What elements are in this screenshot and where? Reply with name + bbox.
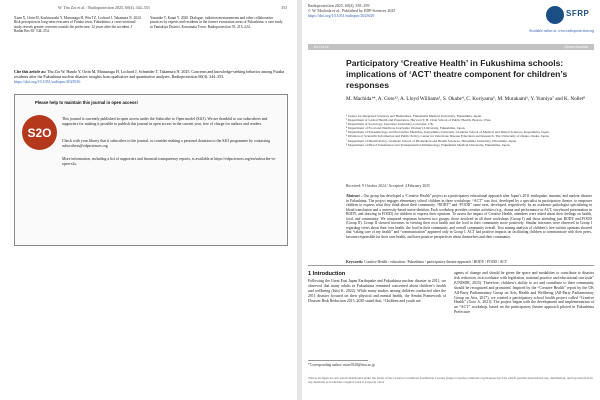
sfrp-logo-icon [546, 6, 564, 24]
section-divider [308, 265, 594, 266]
sfrp-logo [546, 6, 592, 26]
license-notice: This is an Open Access article distributed under the terms of the Creative Commons Attribution License (https://creativecommons.org/licenses/by/4.0), which permits unrestricted use, distribution, and reproduction in any medium, provided the original work is properly cited. [308, 376, 593, 384]
affiliation-item: ⁵ Department of Epidemiology and Preventive Medicine, Kagoshima University Graduate School of Medical and Dental Sciences, Kagoshima, Japan. [346, 130, 550, 135]
footnote-divider [308, 360, 368, 361]
abstract-label: Abstract – [346, 194, 363, 198]
keywords [346, 260, 592, 265]
affiliation-item: ⁸ Department of Blood Transfusion and Transplantation Immunology, Fukushima Medical University, Fukushima, Japan. [346, 142, 511, 147]
cite-label: Cite this article as: [14, 69, 47, 74]
journal-line: © W. Machida et al., Published by EDP Sciences 2025 [308, 8, 396, 13]
reference-item: Yasutake T, Kanai Y. 2020. Dialogue, radiation measurements and other collaborative practices by experts and residents in the former evacuation areas of Fukushima: a case study in Yamakiya District, Kawamata Town. Radioprotection 55: 215–224. [150, 16, 283, 29]
cite-body: Thu Zar W, Hando Y, Ortin M, Matsunaga H, Lochard J, Schneider T, Takamura N. 2025. Concerns and knowledge-seeking behavior among Futaba residents after the Fukushima nuclear disaster: insights from qualitative and quantitative analyses. Radioprotection 60(4): 344–353. [14, 69, 285, 79]
cite-this-article [14, 69, 286, 84]
journal-header [308, 3, 395, 18]
intro-column-left: Following the Great East Japan Earthquake and Fukushima nuclear disaster in 2011, we observed that many adults in Fukushima remained concerned about children’s health and wellbeing (Ishii K, 2022). While many studies among children conducted after the 2011 disaster focused on their physical and mental health, the Sendai Framework of Disaster Risk Reduction 2015–2030 stated that, “Children and youth are [308, 279, 446, 303]
cite-doi-link[interactable]: https://doi.org/10.1051/radiopro/2025016 [14, 79, 81, 84]
right-page [302, 0, 600, 400]
affiliation-item: ⁶ Division of Scientific Information and Public Policy, Center for Infectious Disease Education and Research, The University of Osaka, Osaka, Japan. [346, 134, 550, 139]
reference-item: Xuan X, Ortin M, Kashiwazaki Y, Matsunaga H, Win TZ, Lochard J, Takamura N. 2024. Risk perception in long-term evacuees of Futaba town, Fukushima: a cross-sectional study reveals greater concerns outside the prefecture, 12 years after the accident. J Radiat Res 65: 544–554. [14, 16, 142, 34]
abstract [346, 194, 592, 239]
article-title: Participatory ‘Creative Health’ in Fukushima schools: implications of ‘ACT’ theatre component for children’s responses [346, 58, 568, 90]
sfrp-logo-text: SFRP [566, 9, 590, 18]
promo-paragraph: This journal is currently published in open access under the Subscribe to Open model (S2O). We are thankful to our subscribers and supporters for making it possible to publish this journal in open access in the current year, free of charge for authors and readers. [62, 117, 268, 126]
keywords-text: Creative Health / education / Fukushima / participatory theatre approach / BODY / FOOD / ACT [364, 260, 508, 264]
article-type-bar [308, 44, 594, 50]
abstract-text: Our group has developed a “Creative Health” project as a participatory educational approach after Japan’s 2011 earthquake, tsunami, and nuclear disaster in Fukushima. The project engages elementary school children in three workshops: “ACT” was first, developed by a specialist in participatory theatre, to empower children to express what they think about their community. “BODY” and “FOOD” came next, developed, respectively, by an academic pathologist specializing in blood transfusion and a university-based nurse-dietitian. Each workshop provides creative activities (e.g., drama and performance in ACT, storyboard presentation in BODY, and drawing in FOOD) for children to express their opinions. To assess the impact of Creative Health, attendees were asked about their feelings on health, food, and community. We compared responses between two groups: those involved in all three workshops (Group I) and those attending just BODY and FOOD (Group II). Group II showed increases in viewing their own health and the food in their community more positively. Similar increases were observed in Group I regarding views about their own health, the food in their community, and overall community overall. Text mining analysis of children’s free written opinions showed that “taking care of my health” and “communication” appeared only in Group I. ACT had positive impacts on facilitating children to communicate with their peers, become responsible for their own health, and have positive perspectives about themselves and their community. [346, 194, 592, 239]
received-accepted-dates: Received: 9 October 2024 / Accepted: 4 February 2025 [346, 184, 430, 188]
affiliation-item: ⁷ Department of Health Policy, Graduate School of Biomedical and Health Sciences, Hiroshima University, Hiroshima, Japan. [346, 138, 517, 143]
corresponding-author-footnote: *Corresponding author: muse0328@fmu.ac.jp [308, 363, 375, 367]
promo-paragraph: More information, including a list of supporters and financial transparency reports, is available at https://edpsciences.org/en/subscribe-to-open-s2o. [62, 157, 276, 166]
intro-heading: 1 Introduction [308, 271, 346, 277]
left-page-number: 353 [281, 5, 287, 10]
s2o-promo-box [14, 94, 288, 246]
open-access-label: Open Access [564, 44, 588, 49]
affiliation-item: ² Department of Global Health and Population, Harvard T. H. Chan School of Public Health, Boston, USA. [346, 118, 492, 123]
promo-title: Please help to maintain this journal in open access! [35, 100, 138, 105]
promo-paragraph: Check with your library that it subscribes to the journal, or consider making a personal donation to the S2O programme by contacting subscribers@edpsciences.org [62, 139, 271, 148]
affiliation-item: ¹ Center for Integrated Sciences and Humanities, Fukushima Medical University, Fukushima, Japan. [346, 114, 482, 118]
keywords-label: Keywords: [346, 260, 364, 264]
article-type: Article [314, 44, 330, 49]
journal-doi-link[interactable]: https://doi.org/10.1051/radiopro/2025029 [308, 13, 375, 18]
author-list: M. Machida¹*, A. Goto¹², A. Lloyd Williams³, S. Okabe⁴, C. Koriyama⁵, M. Murakami⁶, Y. Yumiya⁷ and K. Nollet⁸ [346, 96, 586, 102]
affiliation-item: ³ Department of Sociology, Lancaster University, Lancaster, UK. [346, 122, 434, 127]
intro-column-right: agents of change and should be given the space and modalities to contribute to disaster risk reduction, in accordance with legislation, national practice and educational curricula” (UNISDR, 2015). Therefore, children’s ability to act and contribute to their community should be recognized and promoted. Inspired by the “Creative Health” report by the UK All-Party Parliamentary Group on Arts, Health and Wellbeing (All-Party Parliamentary Group on Arts, 2017), we created a participatory school health project called “Creative Health” (Goto A, 2021). The project began with the development and implementation of an “ACT” workshop, based on the participatory theatre approach piloted in Fukushima Prefecture [454, 271, 594, 315]
affiliation-list [346, 114, 592, 147]
journal-website-link[interactable]: Available online at: www.radioprotection.org [528, 29, 594, 33]
left-running-head: W. Thu Zar et al. / Radioprotection 2025, 60(4), 344–353 [58, 5, 150, 10]
journal-line: Radioprotection 2025, 60(4), 358–359 [308, 3, 370, 8]
s2o-badge-icon: S2O [22, 115, 57, 150]
left-page [0, 0, 297, 400]
affiliation-item: ⁴ Department of Food and Nutrition, Koriyama Women’s University, Fukushima, Japan. [346, 126, 466, 131]
